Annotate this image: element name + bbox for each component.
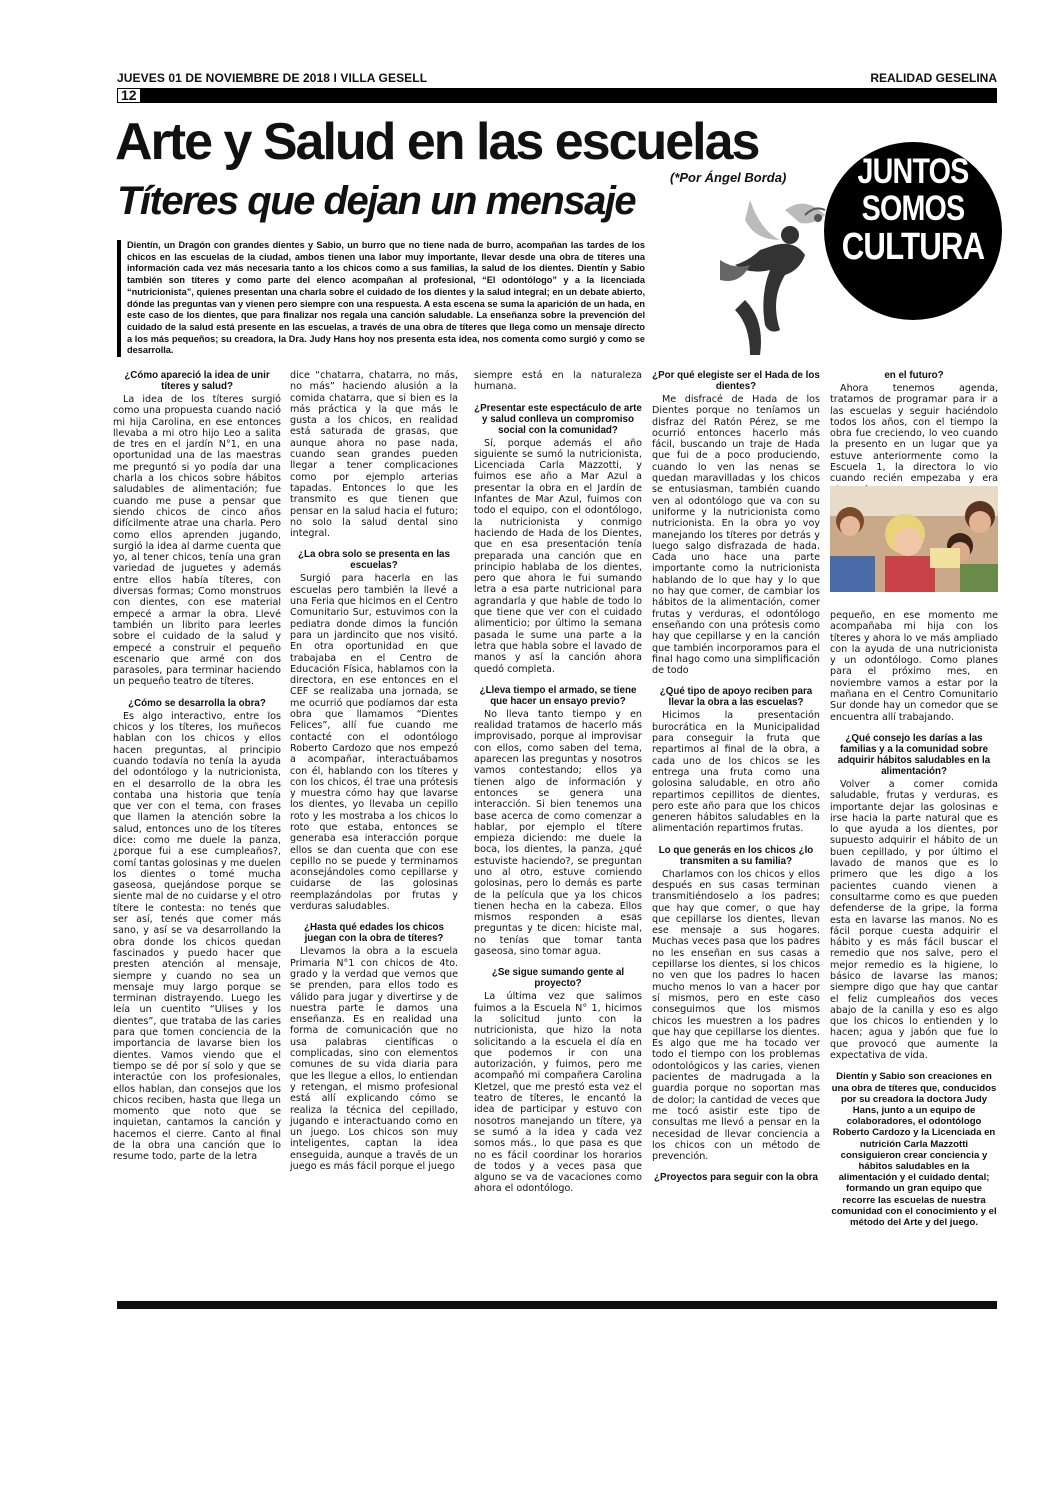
column-4 — [652, 370, 820, 1185]
paragraph: No lleva tanto tiempo y en realidad tratamos de hacerlo más improvisado, porque al improvisar con ellos, como saben del tema, aparecen las preguntas y nosotros vamos contestando; ellos ya tienen algo de información y entonces se genera una interacción. Si bien tenemos una base acerca de como comenzar a hablar, por ejemplo el títere empieza diciendo: me duele la boca, los dientes, la panza, ¿qué estuviste haciendo?, se preguntan uno al otro, estuve comiendo golosinas, pero lo demás es parte de la película que ya los chicos tienen hecha en la cabeza. Ellos mismos responden a esas preguntas y te dicen: hiciste mal, no tenías que tomar tanta gaseosa, sino tomar agua. — [474, 708, 642, 958]
question-heading: ¿Se sigue sumando gente al proyecto? — [491, 967, 625, 990]
juntos-somos-cultura-badge — [824, 142, 1002, 320]
column-1 — [113, 370, 281, 1163]
paragraph: dice “chatarra, chatarra, no más, no más” haciendo alusión a la comida chatarra, que si bien es la más práctica y la que más le gusta a los chicos, en realidad está saturada de grasas, que aunque ahora no pase nada, cuando sean grandes pueden llegar a tener complicaciones como por ejemplo arterias tapadas. Entonces lo que les transmito es que tienen que pensar en la salud hacia el futuro; no solo la salud dental sino integral. — [290, 370, 458, 540]
article-byline: (*Por Ángel Borda) — [670, 170, 787, 185]
paragraph: Volver a comer comida saludable, frutas y verduras, es importante dejar las golosinas e irse hacia la parte natural que es lo que ayuda a los dientes, por supuesto adquirir el hábito de un buen cepillado, y por último el lavado de manos que es lo primero que les digo a los pacientes cuando vienen a consultarme como es que pueden defenderse de la gripe, la forma esta en lavarse las manos. No es fácil porque cuesta adquirir el hábito y es más fácil buscar el remedio que nos salve, pero el mejor remedio es la higiene, lo básico de lavarse las manos; siempre digo que hay que cantar el feliz cumpleaños dos veces abajo de la canilla y eso es algo que los chicos lo entienden y lo hacen; agua y jabón que fue lo que provocó que aumente la expectativa de vida. — [830, 778, 998, 1062]
question-heading: ¿Proyectos para seguir con la obra — [654, 1172, 818, 1184]
question-heading: en el futuro? — [884, 370, 944, 381]
question-heading: Lo que generás en los chicos ¿lo transmiten a su familia? — [658, 844, 814, 867]
paragraph: Sí, porque además el año siguiente se sumó la nutricionista, Licenciada Carla Mazzotti, y fuimos ese año a Mar Azul a presentar la obra en el Jardín de Infantes de Mar Azul, fuimos con todo el equipo, con el odontólogo, la nutricionista y conmigo haciendo de Hada de los Dientes, que en esa presentación tenía preparada una canción que en principio hablaba de los dientes, pero que ahora le fui sumando letra a esa parte nutricional para agrandarla y que hable de todo lo que tiene que ver con el cuidado alimenticio; por último la semana pasada le sume una parte a la letra que habla sobre el lavado de manos y así la canción ahora quedó completa. — [474, 437, 642, 675]
paragraph: Ahora tenemos agenda, tratamos de programar para ir a las escuelas y seguir haciéndolo todos los años, con el tiempo la obra fue creciendo, lo veo cuando la presento en un lugar que ya estuve anteriormente como la Escuela 1, la directora lo vio cuando recién empezaba y era — [830, 383, 998, 485]
question-heading: ¿Qué tipo de apoyo reciben para llevar la obra a las escuelas? — [659, 686, 813, 709]
footer-bar — [117, 1301, 997, 1309]
article-intro: Dientín, un Dragón con grandes dientes y Sabio, un burro que no tiene nada de burro, acompañan las tardes de los chicos en las escuelas de la ciudad, ambos tienen una labor muy importante, llevar desde una obra de títeres una información cada vez más necesaria tanto a los chicos como a sus familias, la salud de los dientes. Dientín y Sabio también son títeres y como parte del elenco acompañan al profesional, “El odontólogo” y a la licenciada “nutricionista”, quienes presentan una charla sobre el cuidado de los dientes y la salud integral; en un debate abierto, dónde las preguntas van y vienen pero siempre con una respuesta. A esta escena se suma la aparición de un hada, en este caso de los dientes, que para finalizar nos regala una canción saludable. La enseñanza sobre la prevención del cuidado de la salud está presente en las escuelas, a través de una obra de títeres que llega como un mensaje directo a los más pequeños; su creadora, la Dra. Judy Hans hoy nos presenta esta idea, nos comenta como surgió y como se desarrolla. — [117, 240, 645, 357]
dancing-figure-illustration — [690, 190, 840, 365]
badge-line-2: SOMOS — [861, 189, 965, 228]
page-number: 12 — [117, 88, 141, 103]
paragraph: Llevamos la obra a la escuela Primaria N°1 con chicos de 4to. grado y la verdad que vemos que se prenden, para ellos todo es válido para jugar y divertirse y de nuestra parte le damos una enseñanza. Es en realidad una forma de comunicación que no usa palabras científicas o complicadas, sino con elementos comunes de su vida diaria para que les llegue a ellos, lo entiendan y retengan, el mismo profesional está allí explicando cómo se realiza la técnica del cepillado, jugando e interactuando como en un juego. Los chicos son muy inteligentes, captan la idea enseguida, aunque a través de un juego es más fácil porque el juego — [290, 946, 458, 1172]
question-heading: ¿Cómo se desarrolla la obra? — [128, 697, 266, 709]
header-publication: REALIDAD GESELINA — [870, 71, 997, 85]
column-2 — [290, 370, 458, 1172]
article-title: Arte y Salud en las escuelas — [115, 113, 759, 171]
paragraph: La última vez que salimos fuimos a la Escuela N° 1, hicimos la solicitud junto con la nutricionista, que hizo la nota solicitando a la escuela el día en que podemos ir con una autorización, y fuimos, pero me acompañó mi compañera Carolina Kletzel, que me prestó esta vez el teatro de títeres, le encantó la idea de participar y estuvo con nosotros manejando un títere, ya se sumó a la idea y cada vez somos más., lo que pasa es que no es fácil coordinar los horarios de todos y a veces pasa que alguno se va de vacaciones como ahora el odontólogo. — [474, 991, 642, 1195]
question-heading: ¿Qué consejo les darías a las familias y a la comunidad sobre adquirir hábitos saludables en la alimentación? — [837, 732, 991, 777]
page-bar — [117, 88, 997, 103]
badge-line-3: CULTURA — [841, 226, 985, 268]
paragraph: Me disfracé de Hada de los Dientes porque no teníamos un disfraz del Ratón Pérez, se me ocurrió entonces hacerlo más fácil, buscando un traje de Hada que fui de a poco produciendo, cuando lo ven las nenas se quedan maravilladas y los chicos se entusiasman, también cuando ven al odontólogo que va con su uniforme y la nutricionista como nutricionista. En la obra yo voy manejando los títeres por detrás y luego salgo disfrazada de hada. Cada uno hace una parte importante como la nutricionista hablando de lo que hay y lo que no hay que comer, de cambiar los hábitos de la alimentación, comer frutas y verduras, el odontólogo enseñando con una prótesis como hay que cepillarse y en la canción que también incorporamos para el final hago como una simplificación de todo — [652, 394, 820, 677]
children-with-fairy-photo — [830, 486, 998, 592]
paragraph: La idea de los títeres surgió como una propuesta cuando nació mi hija Carolina, en ese entonces llevaba a mi otro hijo Leo a salita de tres en el jardín N°1, en una oportunidad una de las maestras me preguntó si yo podía dar una charla a los chicos sobre hábitos saludables de alimentación; fue cuando me puse a pensar que siendo chicos de cinco años difícilmente atrae una charla. Pero como ellos aprenden jugando, surgió la idea al darme cuenta que yo, al tener chicos, tenía una gran variedad de juguetes y además entre ellos había títeres, con diversas formas; Como monstruos con dientes, con ese material empecé a armar la obra. Llevé también un librito para leerles sobre el cuidado de la salud y empecé a construir el pequeño escenario que armé con dos parasoles, para terminar haciendo un pequeño teatro de títeres. — [113, 394, 281, 688]
article-subtitle: Títeres que dejan un mensaje — [117, 179, 636, 223]
column-3 — [474, 370, 642, 1195]
paragraph: Charlamos con los chicos y ellos después en sus casas terminan transmitiéndoselo a los padres; que hay que comer, o que hay que cepillarse los dientes, llevan ese mensaje a sus hogares. Muchas veces pasa que los padres no les enseñan en sus casas a cepillarse los dientes, si los chicos no ven que los padres lo hacen mucho menos lo van a hacer por sí mismos, pero en este caso conseguimos que los mismos chicos les muestren a los padres que hay que cepillarse los dientes. Es algo que me ha tocado ver todo el tiempo con los problemas odontológicos y las caries, vienen pacientes de madrugada a la guardia porque no soportan mas de dolor; la cantidad de veces que me tocó asistir este tipo de consultas me llevó a pensar en la necesidad de llevar conciencia a los chicos con un método de prevención. — [652, 868, 820, 1163]
question-heading: ¿Hasta qué edades los chicos juegan con la obra de títeres? — [304, 922, 444, 945]
question-heading: ¿Presentar este espectáculo de arte y salud conlleva un compromiso social con la comunidad? — [474, 402, 642, 436]
question-heading: ¿Lleva tiempo el armado, se tiene que hacer un ensayo previo? — [479, 684, 637, 707]
question-heading: ¿La obra solo se presenta en las escuelas? — [298, 549, 450, 572]
paragraph: Es algo interactivo, entre los chicos y los títeres, los muñecos hablan con los chicos y ellos hacen preguntas, al principio cuando todavía no tenía la ayuda del odontólogo y la nutricionista, en el desarrollo de la obra les contaba una historia que tenía que ver con el tema, con frases que llamen la atención sobre la salud, entonces uno de los títeres dice: como me duele la panza, ¿porque fui a ese cumpleaños?, comí tantas golosinas y me duelen los dientes o tomé mucha gaseosa, quejándose porque se siente mal de no cuidarse y el otro títere le contesta: no tenés que ser así, tenés que comer más sano, y así se va desarrollando la obra donde los chicos quedan fascinados y puedo hacer que presten atención al mensaje, siempre y cuando no sea un mensaje muy largo porque se terminan distrayendo. Luego les leía un cuentito “Ulises y los dientes”, que trataba de las caries para que tomen conciencia de la importancia de lavarse bien los dientes. Vamos viendo que el tiempo se dé por sí solo y que se interactúe con los profesionales, ellos hablan, dan consejos que los chicos reciben, hasta que llega un momento que noto que se inquietan, cantamos la canción y hacemos el cierre. Canto al final de la obra una canción que lo resume todo, parte de la letra — [113, 710, 281, 1163]
paragraph: Hicimos la presentación burocrática en la Municipalidad para conseguir la fruta que repartimos al final de la obra, a cada uno de los chicos se les entrega una fruta como una golosina saludable, en otro año repartimos cepillitos de dientes, pero este año para que los chicos generen hábitos saludables en la alimentación repartimos frutas. — [652, 710, 820, 835]
paragraph: Surgió para hacerla en las escuelas pero también la llevé a una Feria que hicimos en el Centro Comunitario Sur, estuvimos con la pediatra donde dimos la función para un jardincito que nos visitó. En otra oportunidad en que trabajaba en el Centro de Educación Física, hablamos con la directora, en ese entonces en el CEF se realizaba una jornada, se me ocurrió que podíamos dar esta obra que llamamos “Dientes Felices”, allí fue cuando me contacté con el odontólogo Roberto Cardozo que nos empezó a acompañar, interactuábamos con él, hablando con los títeres y con los chicos, él trae una prótesis y muestra cómo hay que lavarse los dientes, yo llevaba un cepillo roto y les mostraba a los chicos lo roto que estaba, entonces se generaba esa interacción porque ellos se dan cuenta que con ese cepillo no se puede y terminamos aconsejándoles como cepillarse y cuidarse de las golosinas reemplazándolas por frutas y verduras saludables. — [290, 573, 458, 913]
paragraph: pequeño, en ese momento me acompañaba mi hija con los títeres y ahora lo ve más ampliado con la ayuda de una nutricionista y un odontólogo. Como planes para el próximo mes, en noviembre vamos a estar por la mañana en el Centro Comunitario Sur donde hay un comedor que se encuentra allí trabajando. — [830, 609, 998, 723]
paragraph: siempre está en la naturaleza humana. — [474, 370, 642, 393]
header-date-line: JUEVES 01 DE NOVIEMBRE DE 2018 I VILLA GESELL — [117, 71, 428, 85]
closing-caption: Dientín y Sabio son creaciones en una obra de títeres que, conducidos por su creadora la doctora Judy Hans, junto a un equipo de colaboradores, el odontólogo Roberto Cardozo y la Licenciada en nutrición Carla Mazzotti consiguieron crear conciencia y hábitos saludables en la alimentación y el cuidado dental; formando un gran equipo que recorre las escuelas de nuestra comunidad con el conocimiento y el método del Arte y del juego. — [831, 1071, 997, 1228]
badge-line-1: JUNTOS — [857, 152, 969, 191]
question-heading: ¿Cómo apareció la idea de unir títeres y salud? — [124, 370, 270, 392]
question-heading: ¿Por qué elegiste ser el Hada de los dientes? — [652, 370, 820, 392]
